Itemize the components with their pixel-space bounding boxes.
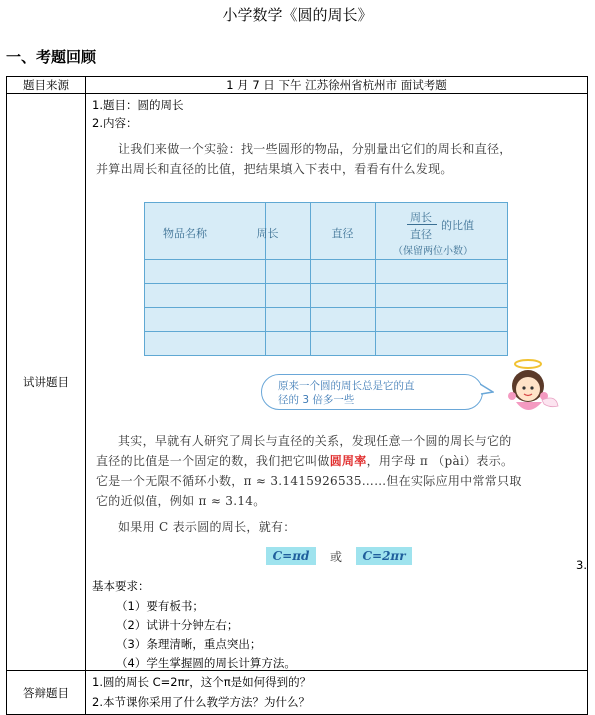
header-ratio-numerator: 周长 [410, 211, 432, 224]
textbook-paragraph-3: 如果用 C 表示圆的周长，就有： [118, 520, 296, 534]
document-title: 小学数学《圆的周长》 [222, 6, 373, 24]
formula-or: 或 [330, 550, 343, 564]
topic-line: 1.题目：圆的周长 [92, 98, 184, 112]
page-mark: 3. [576, 558, 587, 572]
defense-content [86, 671, 588, 715]
source-label: 题目来源 [7, 77, 86, 94]
lecture-content [86, 94, 588, 671]
table-divider [375, 203, 376, 355]
lecture-label: 试讲题目 [7, 94, 86, 671]
measurement-table [144, 202, 508, 356]
textbook-paragraph-1-line-1: 让我们来做一个实验：找一些圆形的物品，分别量出它们的周长和直径， [118, 142, 512, 156]
textbook-paragraph-2-line-2: 直径的比值是一个固定的数，我们把它叫做圆周率，用字母 π （pài）表示。 [96, 454, 514, 468]
textbook-paragraph-2-line-3: 它是一个无限不循环小数，π ≈ 3.1415926535……但在实际应用中常常只取 [96, 474, 522, 488]
table-divider [145, 307, 507, 308]
source-value: 1 月 7 日 下午 江苏徐州省杭州市 面试考题 [86, 77, 588, 94]
textbook-paragraph-2-line-1: 其实，早就有人研究了周长与直径的关系，发现任意一个圆的周长与它的 [118, 434, 512, 448]
pi-term-highlight: 圆周率 [329, 454, 367, 468]
content-line: 2.内容： [92, 116, 138, 130]
bubble-line-1: 原来一个圆的周长总是它的直 [278, 380, 415, 392]
defense-question-1: 1.圆的周长 C=2πr，这个π是如何得到的？ [92, 675, 312, 689]
header-item-name: 物品名称 [163, 227, 207, 240]
textbook-paragraph-1-line-2: 并算出周长和直径的比值，把结果填入下表中，看看有什么发现。 [96, 162, 453, 176]
cartoon-girl-illustration [498, 356, 562, 420]
header-circumference: 周长 [256, 227, 279, 240]
formula-radius: C=2πr [356, 547, 412, 565]
header-diameter: 直径 [331, 227, 354, 240]
speech-bubble [261, 374, 483, 410]
exam-table [6, 76, 588, 715]
requirement-4: （4）学生掌握圆的周长计算方法。 [116, 656, 296, 670]
fraction-bar [407, 224, 437, 225]
header-ratio-denominator: 直径 [410, 228, 432, 241]
requirement-2: （2）试讲十分钟左右； [116, 618, 239, 632]
defense-label: 答辩题目 [7, 671, 86, 715]
table-divider [145, 331, 507, 332]
textbook-paragraph-2-line-4: 它的近似值，例如 π ≈ 3.14。 [96, 494, 266, 508]
table-divider [145, 259, 507, 260]
table-divider [145, 283, 507, 284]
header-ratio-suffix: 的比值 [441, 219, 474, 232]
formula-diameter: C=πd [266, 547, 316, 565]
requirements-title: 基本要求： [92, 579, 150, 593]
requirement-3: （3）条理清晰，重点突出； [116, 637, 262, 651]
header-ratio-note: （保留两位小数） [393, 246, 473, 257]
bubble-line-2: 径的 3 倍多一些 [278, 394, 355, 406]
section-heading: 一、考题回顾 [6, 48, 97, 66]
requirement-1: （1）要有板书； [116, 599, 204, 613]
defense-question-2: 2.本节课你采用了什么教学方法？为什么？ [92, 695, 310, 709]
bubble-tail [480, 382, 494, 398]
